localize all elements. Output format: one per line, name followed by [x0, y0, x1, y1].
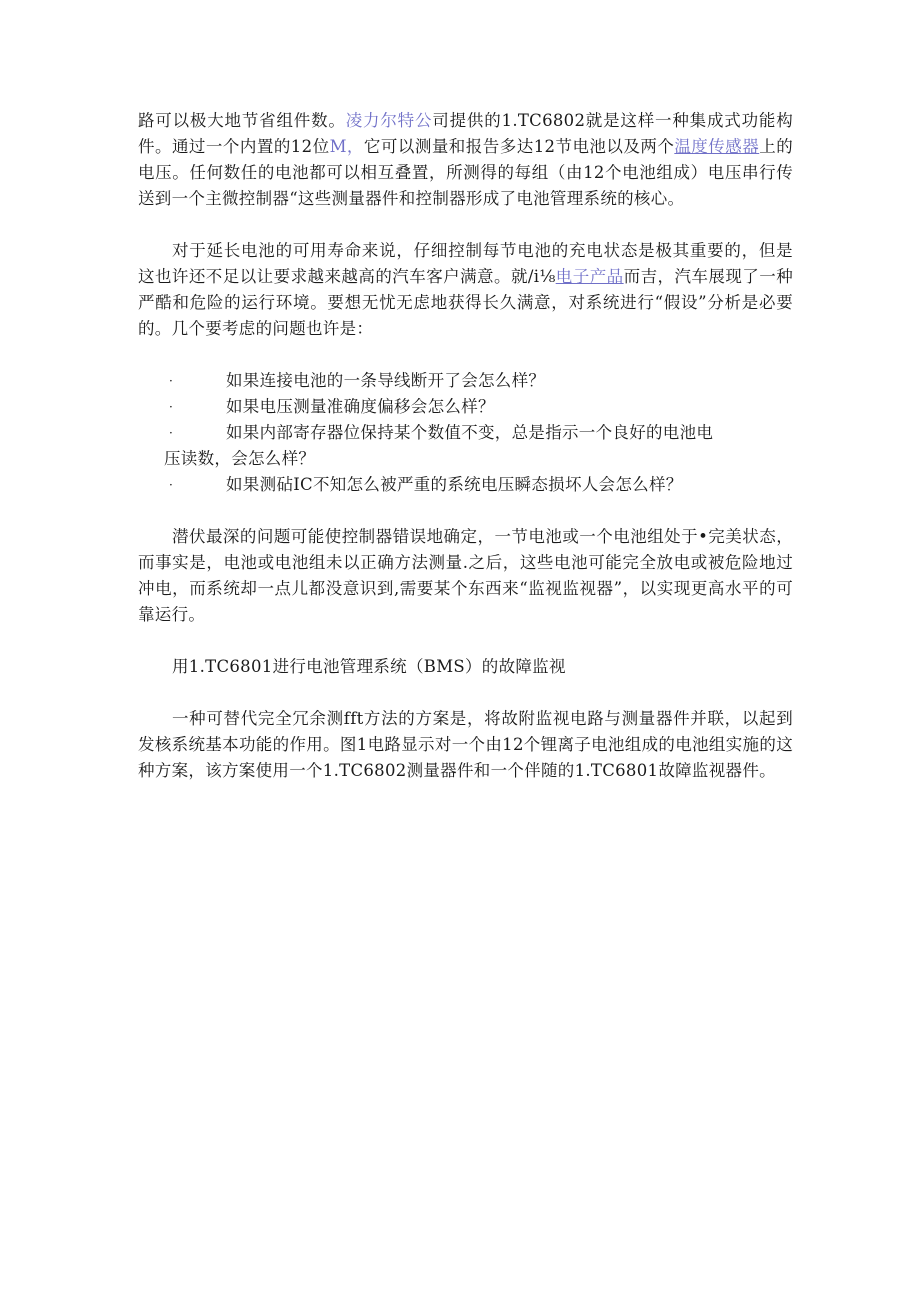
question-list: [138, 368, 793, 498]
intro-text-4: 上的电压。任何数任的电池都可以相互叠置，所测得的每组（由12个电池组成）电压串行传送到一个主微控制器“这些测量器件和控制器形成了电池管理系统的核心。: [138, 137, 793, 208]
bullet-marker: ·: [169, 426, 174, 440]
battery-life-text-2: 而吉，汽车展现了一种严酷和危险的运行环境。要想无忧无虑地获得长久满意，对系统进行“假设”分析是必要的。几个要考虑的问题也许是：: [138, 267, 794, 338]
list-item: [138, 394, 793, 420]
paragraph-battery-life: [138, 238, 793, 342]
list-item: [138, 472, 793, 498]
list-item-text: 如果电压测量准确度偏移会怎么样？: [226, 397, 495, 416]
bullet-marker: ·: [169, 478, 174, 492]
document-page: [138, 108, 793, 784]
list-item: [138, 420, 793, 472]
list-item-text: 如果连接电池的一条导线断开了会怎么样？: [226, 371, 546, 390]
intro-text-3: 它可以测量和报告多达12节电池以及两个: [363, 137, 675, 156]
battery-life-text-1: 对于延长电池的可用寿命来说，仔细控制每节电池的充电状态是极其重要的，但是这也许还不足以让要求越来越高的汽车客户满意。就/i⅛: [138, 241, 793, 286]
section-heading: 用1.TC6801进行电池管理系统（BMS）的故障监视: [172, 657, 566, 676]
intro-text-2: 司提供的1.TC6802就是这样一种集成式功能构件。通过一个内置的12位: [138, 111, 793, 156]
intro-text-1: 路可以极大地节省组件数。: [138, 111, 346, 130]
list-item-text: 如果内部寄存器位保持某个数值不变，总是指示一个良好的电池电: [226, 423, 714, 442]
list-item-text: 如果测砧IC不知怎么被严重的系统电压瞬态损坏人会怎么样？: [226, 475, 683, 494]
paragraph-hidden-problem: 潜伏最深的问题可能使控制器错误地确定，一节电池或一个电池组处于•完美状态，而事实是，电池或电池组未以正确方法测量.之后，这些电池可能完全放电或被危险地过冲电，而系统却一点儿都没意识到,需要某个东西来“监视监视器”，以实现更高水平的可靠运行。: [138, 527, 793, 624]
list-item-text-continued: 压读数，会怎么样？: [164, 449, 316, 468]
electronics-link[interactable]: 电子产品: [555, 267, 624, 286]
list-item: [138, 368, 793, 394]
paragraph-fault-monitor: 一种可替代完全冗余测fft方法的方案是，将故附监视电路与测量器件并联，以起到发核系统基本功能的作用。图1电路显示对一个由12个锂离子电池组成的电池组实施的这种方案，该方案使用一个1.TC6802测量器件和一个伴随的1.TC6801故障监视器件。: [138, 709, 793, 780]
linear-tech-link[interactable]: 凌力尔特公: [345, 111, 433, 130]
bullet-marker: ·: [169, 374, 174, 388]
temperature-sensor-link[interactable]: 温度传感器: [674, 137, 760, 156]
adc-link[interactable]: M，: [329, 137, 364, 156]
paragraph-intro: [138, 108, 793, 212]
bullet-marker: ·: [169, 400, 174, 414]
